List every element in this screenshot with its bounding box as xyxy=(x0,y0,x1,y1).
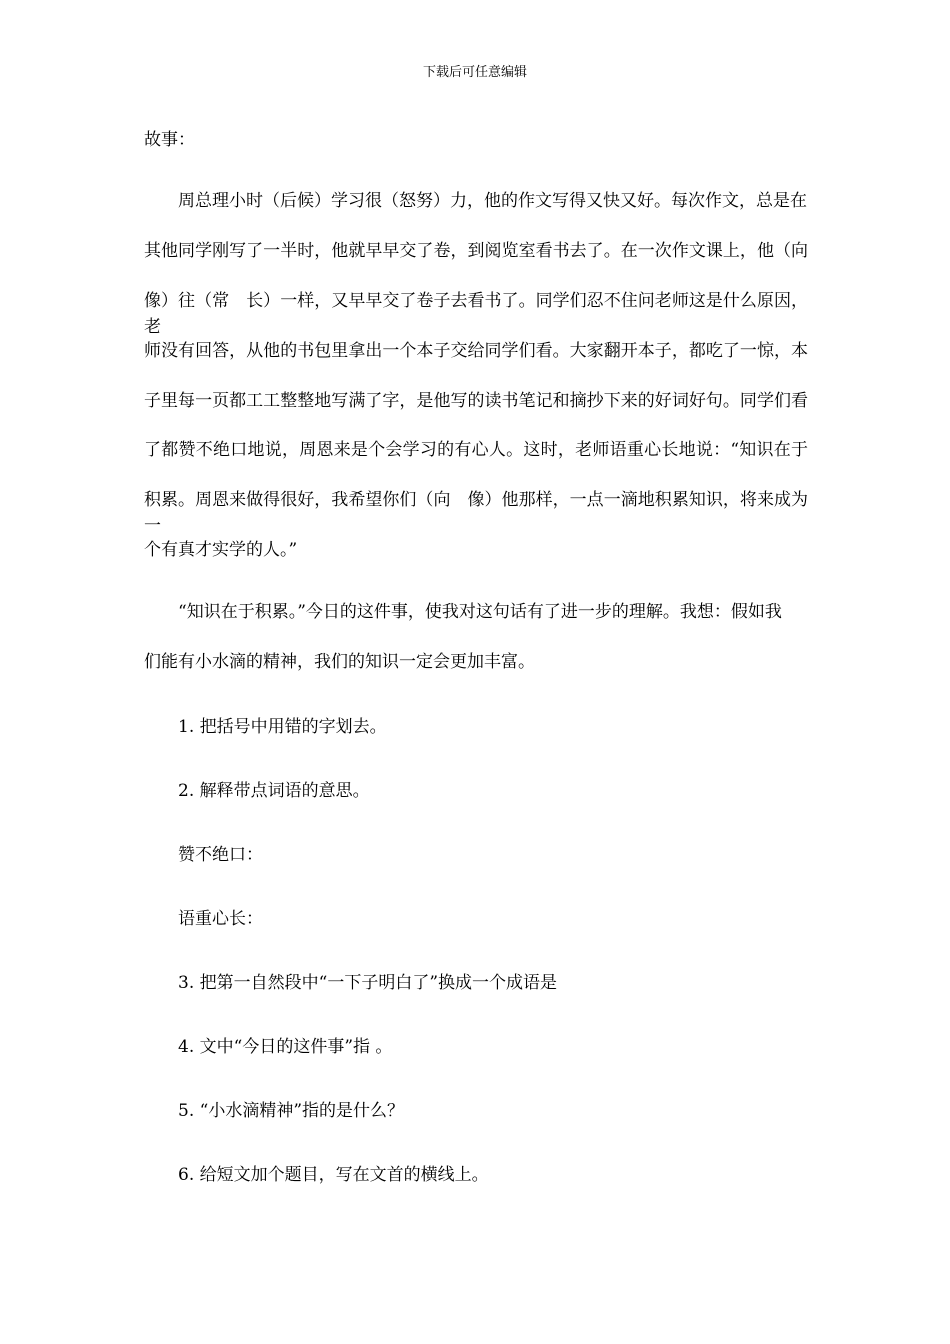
story-line-7: 积累。周恩来做得很好，我希望你们（向 像）他那样，一点一滴地积累知识，将来成为一 xyxy=(144,490,808,536)
question-2-item-a: 赞不绝口： xyxy=(178,845,263,865)
story-line-1: 周总理小时（后候）学习很（怒努）力，他的作文写得又快又好。每次作文，总是在 xyxy=(178,191,807,211)
page-header: 下载后可任意编辑 xyxy=(422,65,527,80)
story-line-4: 师没有回答，从他的书包里拿出一个本子交给同学们看。大家翻开本子，都吃了一惊，本 xyxy=(144,341,808,361)
question-5: 5. “小水滴精神”指的是什么？ xyxy=(178,1101,405,1121)
story-line-2: 其他同学刚写了一半时，他就早早交了卷，到阅览室看书去了。在一次作文课上，他（向 xyxy=(144,241,808,261)
reflection-line-1: “知识在于积累。”今日的这件事，使我对这句话有了进一步的理解。我想：假如我 xyxy=(178,602,782,622)
question-3: 3. 把第一自然段中“一下子明白了”换成一个成语是 xyxy=(178,973,558,993)
question-2: 2. 解释带点词语的意思。 xyxy=(178,781,370,801)
section-heading: 故事： xyxy=(144,130,195,150)
story-line-6: 了都赞不绝口地说，周恩来是个会学习的有心人。这时，老师语重心长地说：“知识在于 xyxy=(144,440,808,460)
question-4: 4. 文中“今日的这件事”指 。 xyxy=(178,1037,393,1057)
story-line-5: 子里每一页都工工整整地写满了字，是他写的读书笔记和摘抄下来的好词好句。同学们看 xyxy=(144,391,808,411)
story-line-8: 个有真才实学的人。” xyxy=(144,540,298,560)
question-6: 6. 给短文加个题目，写在文首的横线上。 xyxy=(178,1165,489,1185)
question-2-item-b: 语重心长： xyxy=(178,909,263,929)
question-1: 1. 把括号中用错的字划去。 xyxy=(178,717,387,737)
story-line-3: 像）往（常 长）一样，又早早交了卷子去看书了。同学们忍不住问老师这是什么原因，老 xyxy=(144,291,808,337)
reflection-line-2: 们能有小水滴的精神，我们的知识一定会更加丰富。 xyxy=(144,652,535,672)
